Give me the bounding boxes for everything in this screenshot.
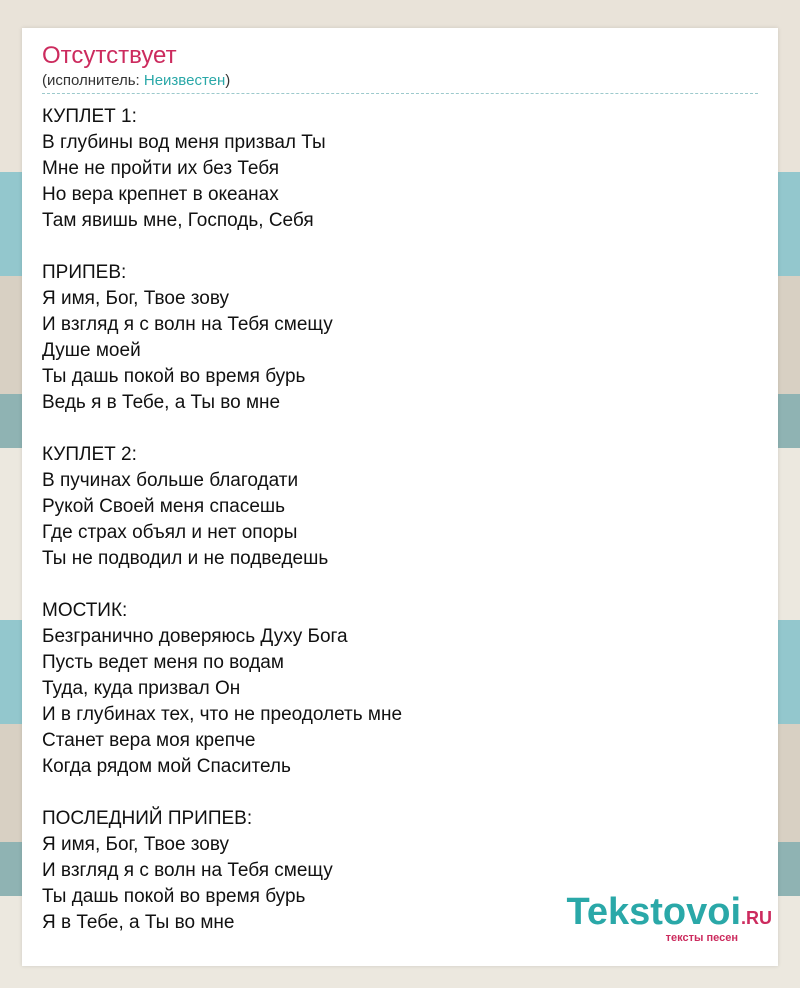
lyrics-line: И взгляд я с волн на Тебя смещу [42,314,333,335]
lyrics-line: ПРИПЕВ: [42,262,127,283]
lyrics-line: И в глубинах тех, что не преодолеть мне [42,704,403,725]
lyrics-line: Рукой Своей меня спасешь [42,496,286,517]
lyrics-line: Я имя, Бог, Твое зову [42,288,230,309]
lyrics-blank-line [42,234,402,260]
lyrics-line: В глубины вод меня призвал Ты [42,132,326,153]
site-logo[interactable] [566,892,772,944]
lyrics-line: Станет вера моя крепче [42,730,256,751]
lyrics-card [22,28,778,966]
lyrics-line: Душе моей [42,340,141,361]
logo-name: Tekstovoi [566,891,741,933]
lyrics-line: В пучинах больше благодати [42,470,299,491]
lyrics-line: Я в Тебе, а Ты во мне [42,912,235,933]
lyrics-line: Там явишь мне, Господь, Себя [42,210,314,231]
lyrics-blank-line [42,572,402,598]
lyrics-text [42,104,402,936]
lyrics-line: КУПЛЕТ 1: [42,106,137,127]
lyrics-line: Ты не подводил и не подведешь [42,548,329,569]
lyrics-line: Но вера крепнет в океанах [42,184,279,205]
lyrics-line: Безгранично доверяюсь Духу Бога [42,626,348,647]
lyrics-line: Где страх объял и нет опоры [42,522,298,543]
lyrics-line: Мне не пройти их без Тебя [42,158,279,179]
logo-tld: .RU [741,908,772,928]
lyrics-line: Я имя, Бог, Твое зову [42,834,230,855]
lyrics-blank-line [42,416,402,442]
lyrics-line: Пусть ведет меня по водам [42,652,284,673]
lyrics-blank-line [42,780,402,806]
artist-suffix: ) [225,72,231,89]
lyrics-line: Когда рядом мой Спаситель [42,756,291,777]
artist-prefix: (исполнитель: [42,72,144,89]
lyrics-line: КУПЛЕТ 2: [42,444,137,465]
lyrics-line: МОСТИК: [42,600,128,621]
lyrics-line: ПОСЛЕДНИЙ ПРИПЕВ: [42,808,253,829]
lyrics-line: Ведь я в Тебе, а Ты во мне [42,392,281,413]
lyrics-line: Туда, куда призвал Он [42,678,241,699]
logo-tagline: тексты песен [665,932,738,944]
lyrics-line: И взгляд я с волн на Тебя смещу [42,860,333,881]
artist-link[interactable]: Неизвестен [143,72,226,89]
lyrics-line: Ты дашь покой во время бурь [42,886,306,907]
song-title: Отсутствует [42,42,177,69]
artist-line [42,72,230,89]
lyrics-line: Ты дашь покой во время бурь [42,366,306,387]
title-divider [42,93,758,94]
